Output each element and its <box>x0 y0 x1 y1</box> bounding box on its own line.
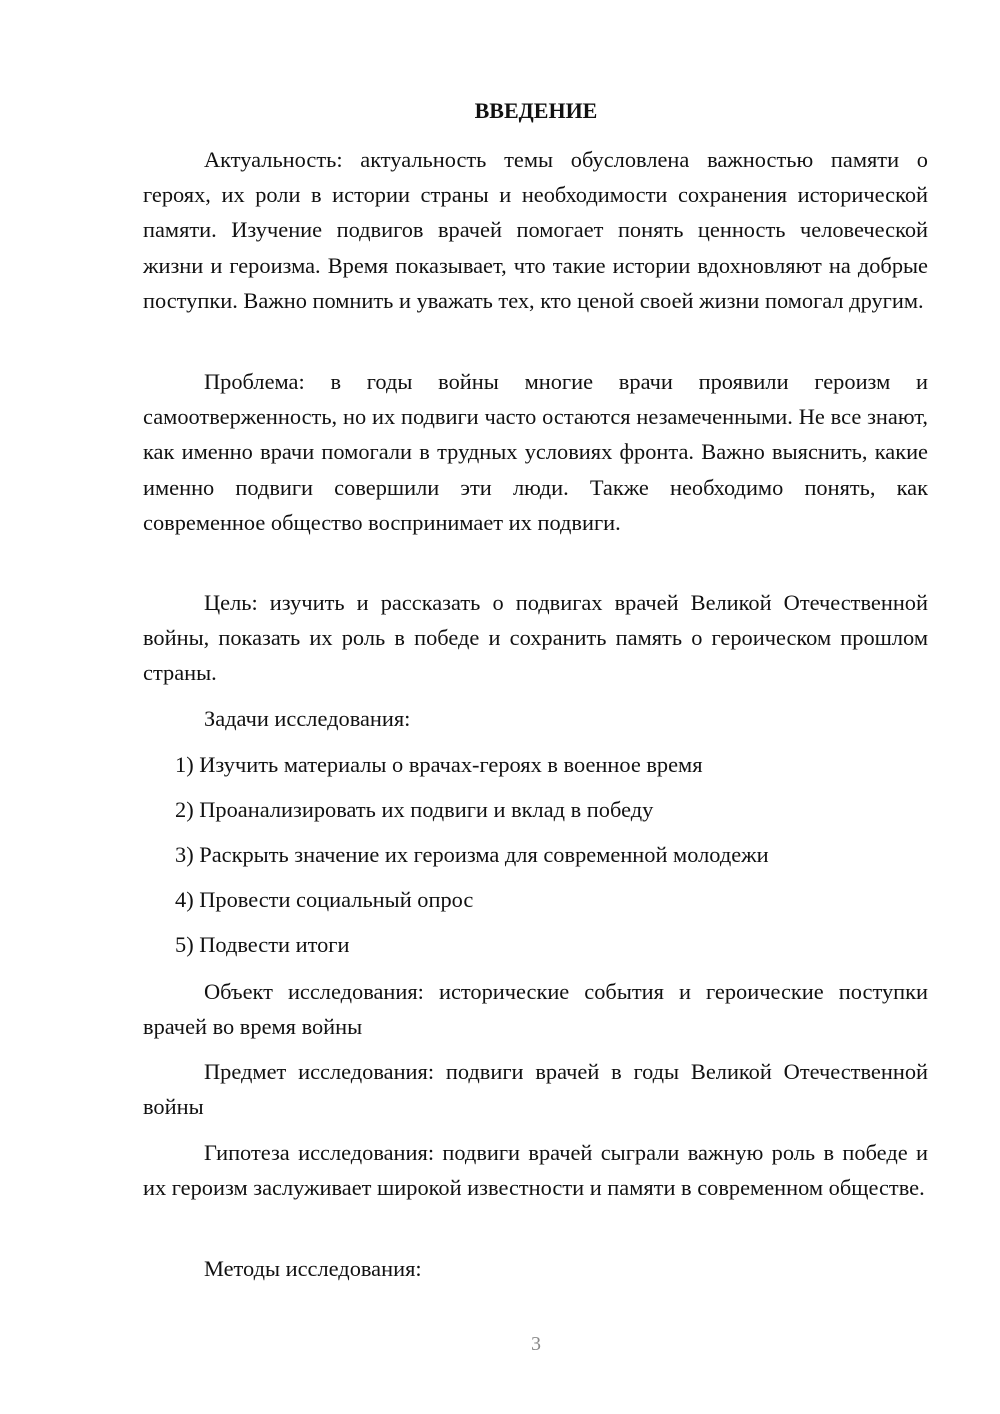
page-title: ВВЕДЕНИЕ <box>474 98 598 123</box>
problem-paragraph: Проблема: в годы войны многие врачи проявили героизм и самоотверженность, но их подвиги часто остаются незамеченными. Не все знают, как именно врачи помогали в трудных условиях фронта. Важно выяснить, какие именно подвиги совершили эти люди. Также необходимо понять, как современное общество воспринимает их подвиги. <box>143 369 928 535</box>
goal-paragraph: Цель: изучить и рассказать о подвигах врачей Великой Отечественной войны, показать их роль в победе и сохранить память о героическом прошлом страны. <box>143 590 928 686</box>
list-item: 3) Раскрыть значение их героизма для современной молодежи <box>175 842 769 867</box>
tasks-heading: Задачи исследования: <box>204 706 411 731</box>
list-item: 5) Подвести итоги <box>175 932 350 957</box>
list-item: 2) Проанализировать их подвиги и вклад в победу <box>175 797 654 822</box>
relevance-paragraph: Актуальность: актуальность темы обусловлена важностью памяти о героях, их роли в истории страны и необходимости сохранения исторической памяти. Изучение подвигов врачей помогает понять ценность человеческой жизни и героизма. Время показывает, что такие истории вдохновляют на добрые поступки. Важно помнить и уважать тех, кто ценой своей жизни помогал другим. <box>143 147 928 313</box>
list-item: 1) Изучить материалы о врачах-героях в военное время <box>175 752 703 777</box>
hypothesis-paragraph: Гипотеза исследования: подвиги врачей сыграли важную роль в победе и их героизм заслуживает широкой известности и памяти в современном обществе. <box>143 1140 928 1201</box>
methods-heading: Методы исследования: <box>204 1256 422 1281</box>
list-item: 4) Провести социальный опрос <box>175 887 474 912</box>
object-paragraph: Объект исследования: исторические события и героические поступки врачей во время войны <box>143 979 928 1040</box>
subject-paragraph: Предмет исследования: подвиги врачей в годы Великой Отечественной войны <box>143 1059 928 1120</box>
page-number: 3 <box>531 1333 541 1355</box>
